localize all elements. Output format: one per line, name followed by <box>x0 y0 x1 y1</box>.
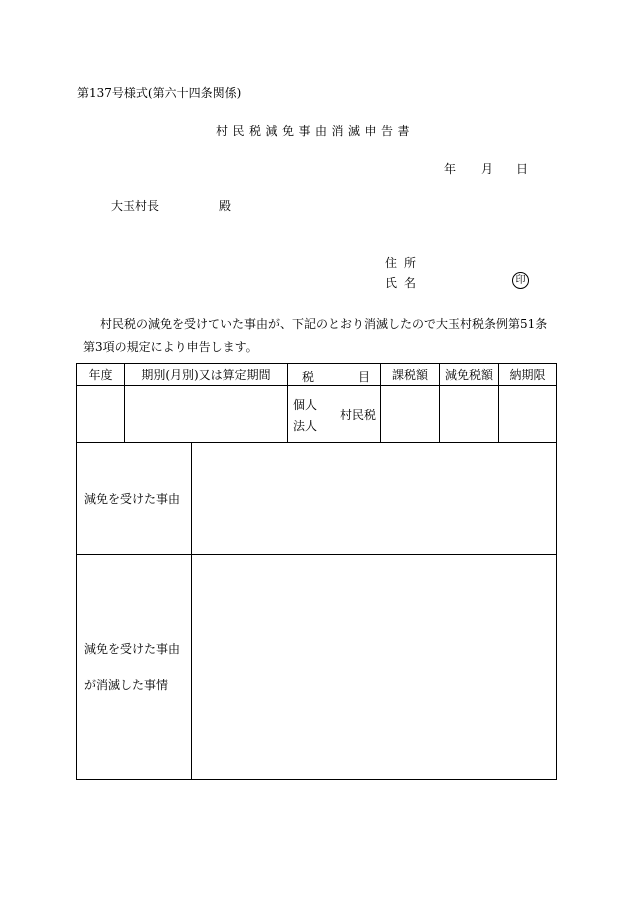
cell-tax-item <box>288 386 381 443</box>
circumstance-row <box>77 555 557 780</box>
date-month-label: 月 <box>481 162 494 176</box>
reason-table <box>76 443 557 780</box>
reason-label-cell <box>77 443 192 555</box>
cell-year[interactable] <box>77 386 125 443</box>
seal-mark: 印 <box>512 272 529 289</box>
date-year-label: 年 <box>444 162 457 176</box>
cell-exempt[interactable] <box>440 386 499 443</box>
header-period: 期別(月別)又は算定期間 <box>125 364 288 386</box>
circumstance-input[interactable] <box>192 555 557 780</box>
header-tax-item <box>288 364 381 386</box>
form-title: 村民税減免事由消滅申告書 <box>215 124 414 138</box>
table-header-row <box>77 364 557 386</box>
reason-input[interactable] <box>192 443 557 555</box>
statement-text: 村民税の減免を受けていた事由が、下記のとおり消滅したので大玉村税条例第51条第3項の規定により申告します。 <box>83 317 548 354</box>
header-year: 年度 <box>77 364 125 386</box>
reason-label: 減免を受けた事由 <box>84 492 181 506</box>
tax-corporate: 法人 <box>293 419 318 433</box>
name-label: 氏名 <box>385 276 424 290</box>
table-row <box>77 386 557 443</box>
header-assessed: 課税額 <box>381 364 440 386</box>
date-day-label: 日 <box>516 162 529 176</box>
header-due: 納期限 <box>499 364 557 386</box>
cell-assessed[interactable] <box>381 386 440 443</box>
circumstance-label-line2: が消滅した事情 <box>84 678 169 692</box>
cell-due[interactable] <box>499 386 557 443</box>
honorific: 殿 <box>219 199 232 213</box>
tax-table <box>76 363 557 443</box>
cell-period[interactable] <box>125 386 288 443</box>
tax-name: 村民税 <box>340 408 377 422</box>
header-tax-item-left: 税 <box>302 370 315 384</box>
tax-individual: 個人 <box>293 398 318 412</box>
address-label: 住所 <box>385 256 424 270</box>
circumstance-label-cell <box>77 555 192 780</box>
reason-row <box>77 443 557 555</box>
form-number: 第137号様式(第六十四条関係) <box>77 86 242 100</box>
addressee: 大玉村長 <box>111 199 160 213</box>
header-exempt: 減免税額 <box>440 364 499 386</box>
circumstance-label-line1: 減免を受けた事由 <box>84 642 181 656</box>
header-tax-item-right: 目 <box>358 370 371 384</box>
